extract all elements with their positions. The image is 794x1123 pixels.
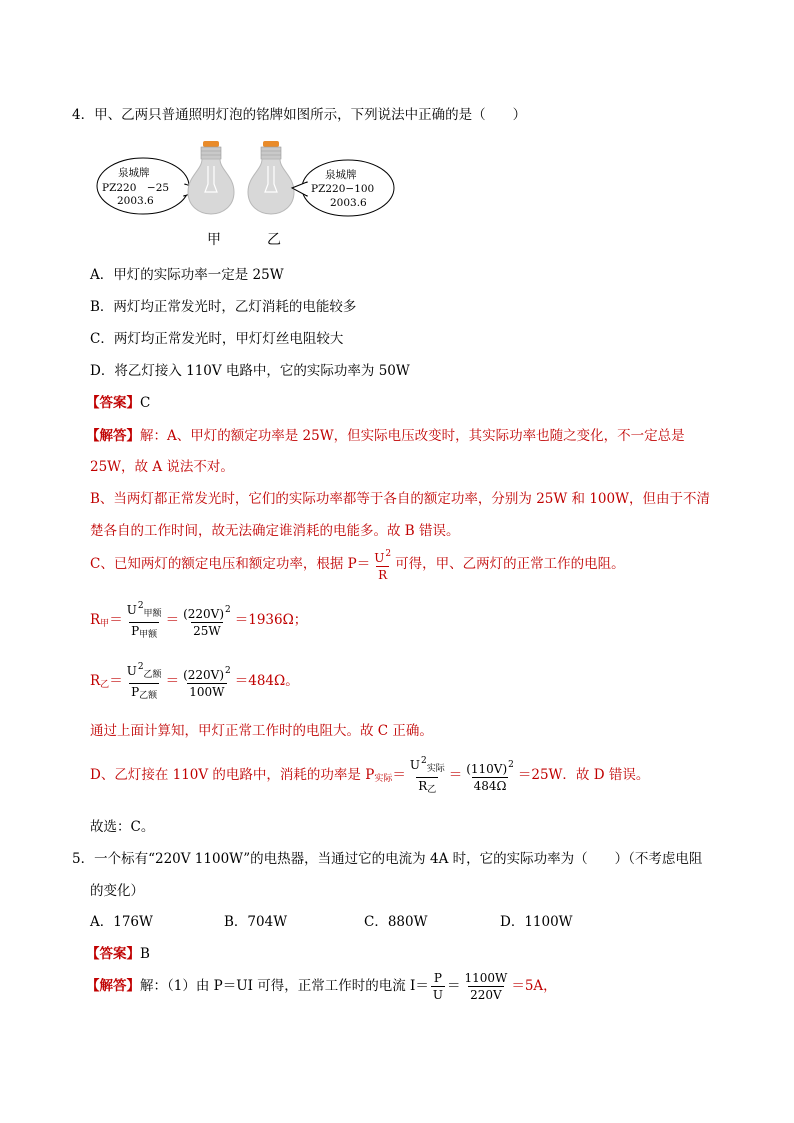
q5-answer-line	[86, 942, 150, 962]
q4-analysis-d: D、乙灯接在 110V 的电路中，消耗的功率是 $P_{实际}=$ $\frac{U^2_{实际}}{R_乙}$ ＝ $\frac{(110V)^2}{484\Omega}$ ＝25W．故 D 错误。	[90, 753, 649, 798]
left-bubble-line-2: PZ220 −25	[102, 182, 170, 194]
q4-answer-tag: 【答案】	[86, 395, 140, 411]
q5-option-c: C．880W	[364, 914, 428, 930]
right-bubble-line-2: PZ220−100	[311, 183, 375, 195]
q4-option-b: B．两灯均正常发光时，乙灯消耗的电能较多	[90, 299, 357, 315]
question-5-stem-line-1: 5．一个标有“220V 1100W”的电热器，当通过它的电流为 4A 时，它的实际功率为（ ）（不考虑电阻	[72, 851, 703, 867]
right-bubble-line-3: 2003.6	[330, 197, 367, 209]
q4-analysis-c-conclusion: 通过上面计算知，甲灯正常工作时的电阻大。故 C 正确。	[90, 723, 433, 739]
q5-analysis-line-1: 【解答】解：（1）由 P＝UI 可得，正常工作时的电流 I＝ $\frac{P}{U}$ ＝ $\frac{1100W}{220V}$ ＝5A，	[86, 971, 557, 1002]
q5-option-b: B．704W	[224, 914, 288, 930]
q5-answer-value: B	[140, 946, 150, 962]
bulb-jia-icon	[188, 141, 234, 214]
r-jia-fraction-2: $\frac{(220V)^2}{25W}$	[183, 605, 231, 638]
q4-final-choice: 故选：C。	[90, 819, 155, 835]
c1-post-text: 可得，甲、乙两灯的正常工作的电阻。	[395, 556, 625, 572]
r-yi-fraction-2: $\frac{(220V)^2}{100W}$	[183, 666, 231, 699]
q5-answer-tag: 【答案】	[86, 946, 140, 962]
q4-option-c: C．两灯均正常发光时，甲灯灯丝电阻较大	[90, 331, 344, 347]
left-bubble-line-1: 泉城牌	[118, 167, 150, 179]
bulb-yi-icon	[248, 141, 294, 214]
q4-analysis-a1	[86, 424, 685, 444]
q4-analysis-b1: B、当两灯都正常发光时，它们的实际功率都等于各自的额定功率，分别为 25W 和 100W，但由于不清	[90, 491, 710, 507]
q5-current-fraction-2: $\frac{1100W}{220V}$	[464, 971, 508, 1002]
question-4-stem: 4．甲、乙两只普通照明灯泡的铭牌如图所示，下列说法中正确的是（ ）	[72, 107, 527, 123]
q5-current-fraction-1: $\frac{P}{U}$	[432, 971, 443, 1002]
c1-pre-text: C、已知两灯的额定电压和额定功率，根据 P＝	[90, 556, 371, 572]
r-jia-fraction-1: $\frac{U^2_{甲额}}{P_{甲额}}$	[125, 598, 164, 643]
label-yi: 乙	[267, 232, 281, 248]
power-formula-fraction: $\frac{U^2}{R}$	[374, 549, 392, 582]
q4-answer-line	[86, 391, 150, 411]
p-actual-fraction-2: $\frac{(110V)^2}{484\Omega}$	[466, 760, 514, 793]
r-yi-fraction-1: $\frac{U^2_{乙额}}{P_{乙额}}$	[125, 659, 164, 704]
q4-resistance-jia-equation: $R_甲=$ $\frac{U^2_{甲额}}{P_{甲额}}$ ＝ $\frac{(220V)^2}{25W}$ ＝1936Ω；	[90, 598, 307, 643]
left-bubble-line-3: 2003.6	[117, 195, 154, 207]
q4-analysis-c1	[90, 546, 625, 583]
label-jia: 甲	[207, 232, 221, 248]
q4-analysis-tag: 【解答】	[86, 428, 140, 444]
q5-analysis-tag: 【解答】	[86, 978, 140, 994]
q4-answer-value: C	[140, 395, 151, 411]
right-bubble-line-1: 泉城牌	[325, 169, 357, 181]
q4-option-d: D．将乙灯接入 110V 电路中，它的实际功率为 50W	[90, 363, 410, 379]
q5-option-a: A．176W	[90, 914, 153, 930]
question-5-stem-line-2: 的变化）	[90, 883, 144, 899]
q5-option-d: D．1100W	[500, 914, 573, 930]
q4-analysis-a2: 25W，故 A 说法不对。	[90, 459, 234, 475]
p-actual-fraction-1: $\frac{U^2_{实际}}{R_乙}$	[408, 753, 447, 798]
q4-option-a: A．甲灯的实际功率一定是 25W	[90, 267, 284, 283]
q4-analysis-b2: 楚各自的工作时间，故无法确定谁消耗的电能多。故 B 错误。	[90, 523, 460, 539]
q4-resistance-yi-equation: $R_乙=$ $\frac{U^2_{乙额}}{P_{乙额}}$ ＝ $\frac{(220V)^2}{100W}$ ＝484Ω。	[90, 659, 299, 704]
q4-analysis-text-a1: 解：A、甲灯的额定功率是 25W，但实际电压改变时，其实际功率也随之变化，不一定总是	[140, 428, 685, 444]
